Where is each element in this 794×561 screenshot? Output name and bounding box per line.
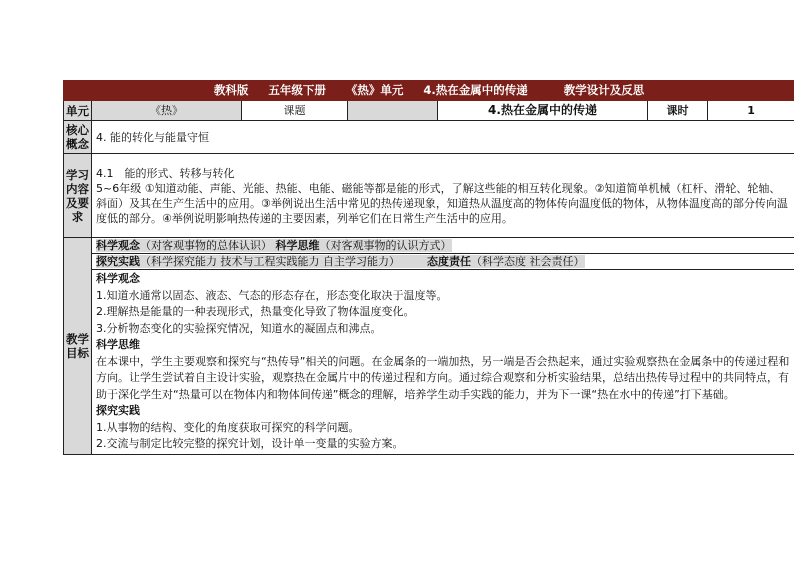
core-concept-text: 4. 能的转化与能量守恒 <box>92 121 794 154</box>
core-literacy-line-1 <box>92 238 794 254</box>
concept-item: 2.理解热是能量的一种表现形式，热量变化导致了物体温度变化。 <box>96 305 415 318</box>
requirements-title: 4.1 能的形式、转移与转化 <box>96 166 235 180</box>
header-grade: 五年级下册 <box>268 83 326 97</box>
requirements-label: 学习内容及要求 <box>64 154 92 238</box>
objectives-row <box>64 238 794 455</box>
literacy-practice-note: （科学探究能力 技术与工程实践能力 自主学习能力） <box>140 255 400 268</box>
unit-value: 《热》 <box>92 101 242 121</box>
practice-item: 1.从事物的结构、变化的角度获取可探究的科学问题。 <box>96 420 360 434</box>
period-label: 课时 <box>648 101 708 121</box>
lesson-plan-table <box>63 80 794 455</box>
practice-title: 探究实践 <box>96 404 140 417</box>
info-spacer <box>348 101 438 121</box>
header-doc-type: 教学设计及反思 <box>563 83 645 97</box>
period-value: 1 <box>708 101 794 121</box>
lesson-plan-document <box>63 80 794 455</box>
literacy-practice: 探究实践 <box>96 255 140 268</box>
thinking-title: 科学思维 <box>96 338 140 351</box>
header-unit: 《热》单元 <box>345 83 404 97</box>
concept-item: 1.知道水通常以固态、液态、气态的形态存在，形态变化取决于温度等。 <box>96 288 448 302</box>
header-edition: 教科版 <box>213 83 249 97</box>
requirements-row <box>64 154 794 238</box>
literacy-concept-note: （对客观事物的总体认识） <box>140 239 272 252</box>
literacy-attitude: 态度责任 <box>427 255 471 268</box>
header-lesson: 4.热在金属中的传递 <box>423 83 528 97</box>
concept-item: 3.分析物态变化的实验探究情况，知道水的凝固点和沸点。 <box>96 321 382 335</box>
literacy-thinking: 科学思维 <box>275 239 320 252</box>
header-row <box>64 81 794 101</box>
topic-label: 课题 <box>242 101 348 121</box>
info-row <box>64 101 794 121</box>
literacy-concept: 科学观念 <box>96 239 140 252</box>
thinking-text: 在本课中，学生主要观察和探究与“热传导”相关的问题。在金属条的一端加热，另一端是否会热起来，通过实验观察热在金属条中的传递过程和方向。让学生尝试着自主设计实验，观察热在金属片中的传递过程和方向。通过综合观察和分析实验结果，总结出热传导过程中的共同特点，有助于深化学生对“热量可以在物体内和物体间传递”概念的理解，培养学生动手实践的能力，并为下一课“热在水中的传递”打下基础。 <box>96 354 790 401</box>
core-concept-row <box>64 121 794 154</box>
core-literacy-line-2 <box>92 254 794 270</box>
header-banner <box>64 81 794 101</box>
objectives-body <box>92 270 794 454</box>
unit-label: 单元 <box>64 101 92 121</box>
requirements-text: 5~6年级 ①知道动能、声能、光能、热能、电能、磁能等都是能的形式，了解这些能的相互转化现象。②知道简单机械（杠杆、滑轮、轮轴、斜面）及其在生产生活中的应用。③举例说出生活中常见的热传递现象，知道热从温度高的物体传向温度低的物体，从物体温度高的部分传向温度低的部分。④举例说明影响热传递的主要因素，列举它们在日常生产生活中的应用。 <box>96 181 788 225</box>
concept-title: 科学观念 <box>96 272 140 285</box>
practice-item: 2.交流与制定比较完整的探究计划，设计单一变量的实验方案。 <box>96 437 404 450</box>
literacy-thinking-note: （对客观事物的认识方式） <box>319 239 452 252</box>
core-concept-label: 核心概念 <box>64 121 92 154</box>
topic-value: 4.热在金属中的传递 <box>438 101 648 121</box>
literacy-attitude-note: （科学态度 社会责任） <box>471 255 585 268</box>
objectives-label: 教学目标 <box>64 238 92 455</box>
